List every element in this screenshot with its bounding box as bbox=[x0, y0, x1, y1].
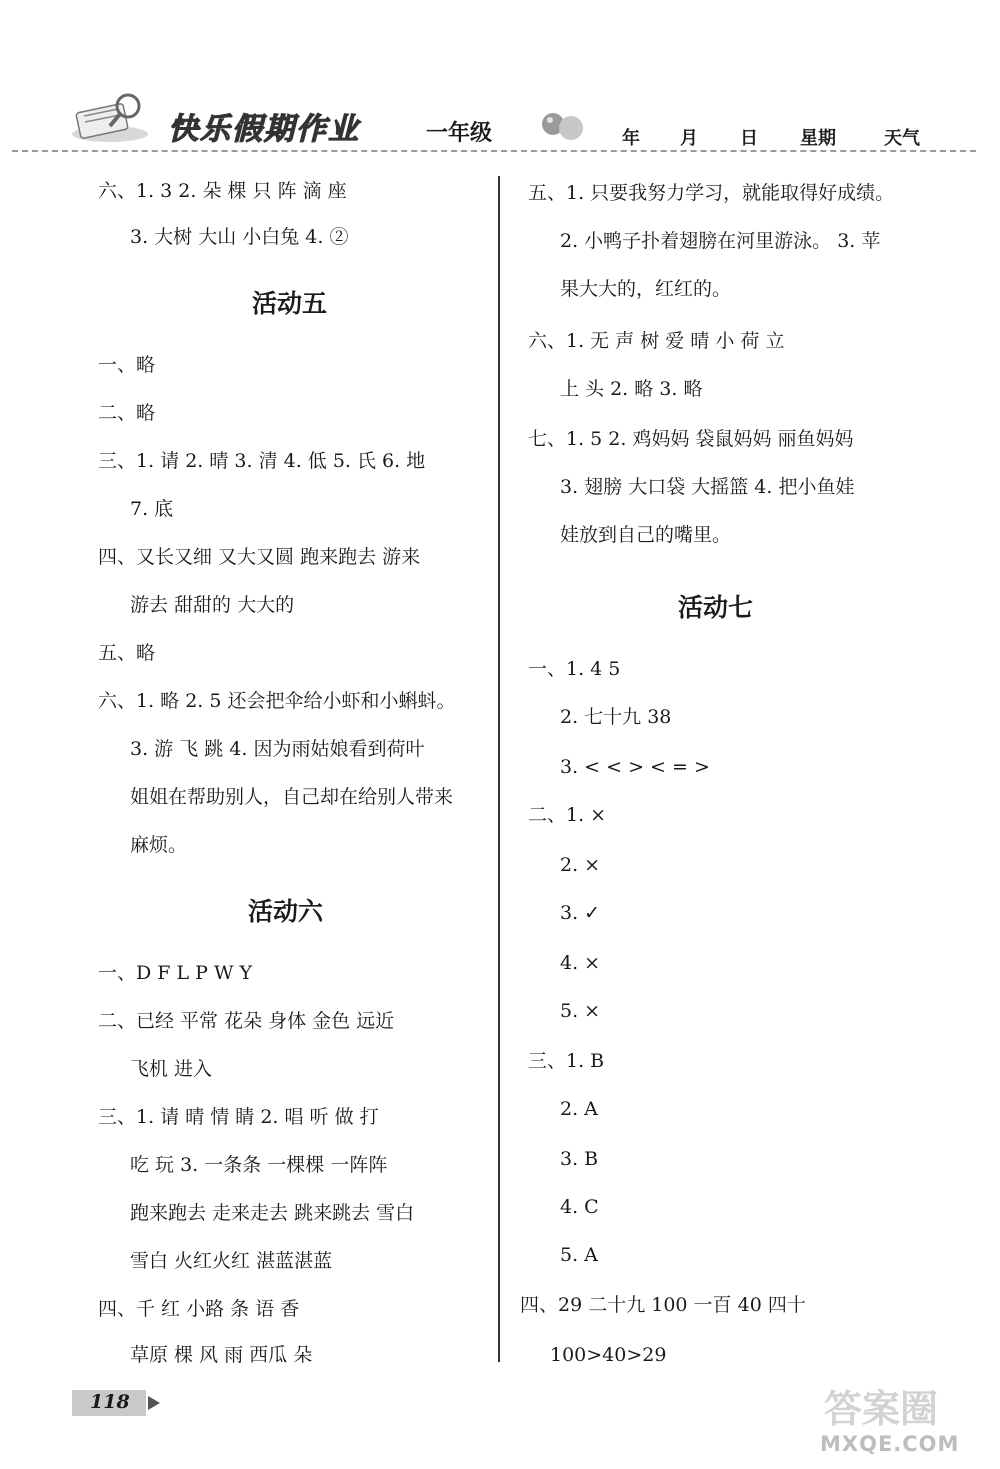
header-grade: 一年级 bbox=[426, 121, 493, 146]
field-day: 日 bbox=[740, 128, 758, 149]
answer-line: 七、1. 5 2. 鸡妈妈 袋鼠妈妈 丽鱼妈妈 bbox=[528, 428, 854, 450]
answer-line: 三、1. B bbox=[528, 1050, 605, 1072]
answer-line: 飞机 进入 bbox=[130, 1058, 213, 1080]
answer-line: 吃 玩 3. 一条条 一棵棵 一阵阵 bbox=[130, 1154, 388, 1176]
answer-line: 3. 游 飞 跳 4. 因为雨姑娘看到荷叶 bbox=[130, 738, 425, 760]
header-divider bbox=[12, 150, 976, 152]
answer-line: 5. A bbox=[560, 1244, 598, 1266]
answer-line: 六、1. 略 2. 5 还会把伞给小虾和小蝌蚪。 bbox=[98, 690, 456, 712]
answer-line: 3. < < > < = > bbox=[560, 756, 710, 778]
balls-icon bbox=[540, 110, 586, 142]
answer-line: 三、1. 请 2. 晴 3. 清 4. 低 5. 氏 6. 地 bbox=[98, 450, 426, 472]
answer-line: 五、1. 只要我努力学习，就能取得好成绩。 bbox=[528, 182, 895, 204]
answer-line: 3. 翅膀 大口袋 大摇篮 4. 把小鱼娃 bbox=[560, 476, 855, 498]
column-divider bbox=[498, 176, 500, 1362]
answer-line: 3. ✓ bbox=[560, 902, 601, 924]
answer-line: 六、1. 3 2. 朵 棵 只 阵 滴 座 bbox=[98, 180, 347, 202]
answer-line: 雪白 火红火红 湛蓝湛蓝 bbox=[130, 1250, 333, 1272]
answer-line: 麻烦。 bbox=[130, 834, 188, 856]
book-magnifier-icon bbox=[70, 90, 150, 144]
watermark-text: MXQE.COM bbox=[820, 1432, 960, 1456]
answer-line: 果大大的，红红的。 bbox=[560, 278, 732, 300]
header-title: 快乐假期作业 bbox=[168, 112, 360, 147]
answer-line: 7. 底 bbox=[130, 498, 174, 520]
answer-line: 三、1. 请 晴 情 睛 2. 唱 听 做 打 bbox=[98, 1106, 379, 1128]
answer-line: 草原 棵 风 雨 西瓜 朵 bbox=[130, 1344, 313, 1366]
answer-line: 4. C bbox=[560, 1196, 599, 1218]
section-heading-6: 活动六 bbox=[248, 897, 324, 926]
answer-line: 游去 甜甜的 大大的 bbox=[130, 594, 295, 616]
answer-line: 3. B bbox=[560, 1148, 599, 1170]
answer-line: 100>40>29 bbox=[550, 1344, 667, 1366]
answer-line: 四、29 二十九 100 一百 40 四十 bbox=[520, 1294, 806, 1316]
page-number-badge bbox=[72, 1388, 162, 1418]
answer-line: 4. × bbox=[560, 952, 601, 974]
field-month: 月 bbox=[680, 128, 698, 149]
answer-line: 3. 大树 大山 小白兔 4. ② bbox=[130, 226, 349, 248]
answer-line: 2. 七十九 38 bbox=[560, 706, 672, 728]
field-weekday: 星期 bbox=[800, 128, 836, 149]
field-year: 年 bbox=[622, 128, 640, 149]
answer-line: 5. × bbox=[560, 1000, 601, 1022]
answer-line: 六、1. 无 声 树 爱 晴 小 荷 立 bbox=[528, 330, 785, 352]
answer-line: 2. 小鸭子扑着翅膀在河里游泳。 3. 苹 bbox=[560, 230, 881, 252]
page-header bbox=[0, 0, 1000, 160]
answer-line: 跑来跑去 走来走去 跳来跳去 雪白 bbox=[130, 1202, 415, 1224]
answer-line: 一、1. 4 5 bbox=[528, 658, 621, 680]
answer-line: 2. A bbox=[560, 1098, 598, 1120]
section-heading-7: 活动七 bbox=[678, 593, 754, 622]
answer-line: 二、1. × bbox=[528, 804, 607, 826]
section-heading-5: 活动五 bbox=[252, 289, 328, 318]
watermark-logo: 答案圈 bbox=[824, 1387, 939, 1431]
answer-line: 一、略 bbox=[98, 354, 156, 376]
answer-line: 五、略 bbox=[98, 642, 156, 664]
answer-line: 娃放到自己的嘴里。 bbox=[560, 524, 732, 546]
answer-line: 四、千 红 小路 条 语 香 bbox=[98, 1298, 300, 1320]
answer-line: 一、D F L P W Y bbox=[98, 962, 253, 984]
answer-line: 二、已经 平常 花朵 身体 金色 远近 bbox=[98, 1010, 395, 1032]
watermark bbox=[820, 1378, 990, 1458]
answer-line: 四、又长又细 又大又圆 跑来跑去 游来 bbox=[98, 546, 421, 568]
field-weather: 天气 bbox=[884, 128, 920, 149]
page-number: 118 bbox=[90, 1391, 130, 1413]
answer-line: 上 头 2. 略 3. 略 bbox=[560, 378, 703, 400]
answer-line: 二、略 bbox=[98, 402, 156, 424]
answer-line: 姐姐在帮助别人，自己却在给别人带来 bbox=[130, 786, 454, 808]
answer-line: 2. × bbox=[560, 854, 601, 876]
